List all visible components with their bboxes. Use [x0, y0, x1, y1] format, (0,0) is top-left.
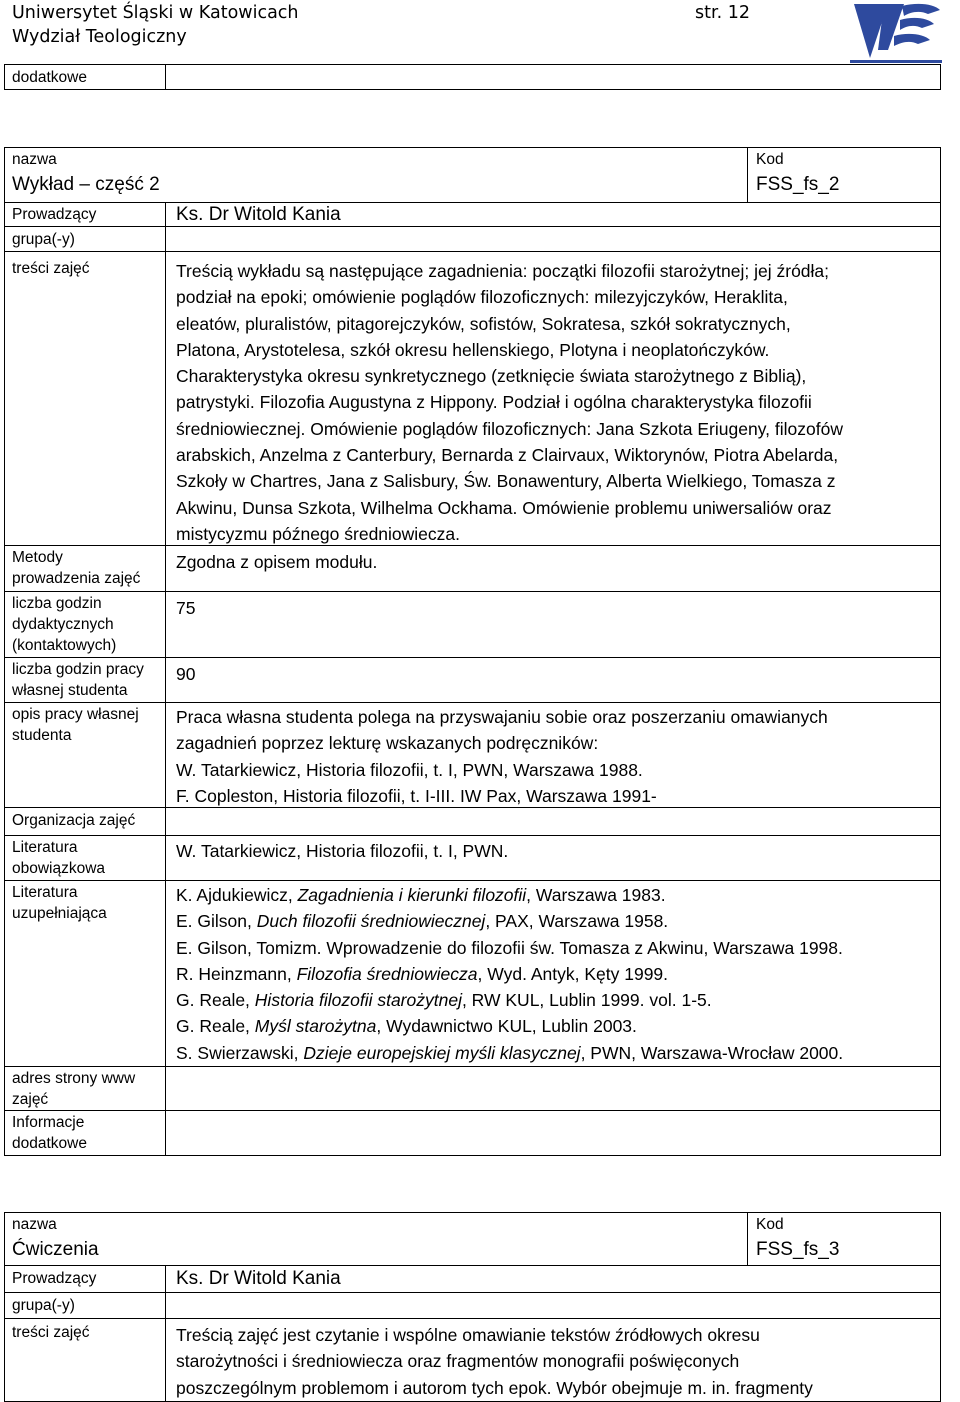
name-label: nazwa	[12, 1216, 57, 1233]
self-work-label-cell	[4, 702, 166, 808]
contact-hours-label-line3: (kontaktowych)	[12, 637, 117, 654]
contact-hours-label-line1: liczba godzin	[12, 595, 102, 612]
self-work-line: Praca własna studenta polega na przyswajaniu sobie oraz poszerzaniu omawianych	[176, 707, 828, 727]
www-label-line2: zajęć	[12, 1091, 49, 1108]
top-label: dodatkowe	[12, 69, 87, 86]
content-line: arabskich, Anzelma z Canterbury, Bernarda z Clairvaux, Wiktorynów, Piotra Abelarda,	[176, 445, 839, 466]
content-label-cell	[4, 251, 166, 546]
instructor-label: Prowadzący	[12, 1270, 97, 1287]
extra-lit-item: G. Reale, Historia filozofii starożytnej, RW KUL, Lublin 1999. vol. 1-5.	[176, 990, 712, 1011]
instructor-value-cell	[165, 1265, 941, 1293]
required-lit-value-cell	[165, 835, 941, 881]
required-lit-label-cell	[4, 835, 166, 881]
lecture-content-text	[176, 258, 843, 547]
content-line: Akwinu, Dunsa Szkota, Wilhelma Ockhama. Omówienie problemu uniwersaliów oraz	[176, 497, 832, 518]
contact-hours-value-cell	[165, 591, 941, 658]
contact-hours-label-line2: dydaktycznych	[12, 616, 114, 633]
extra-lit-label-cell	[4, 880, 166, 1067]
content-value-cell	[165, 251, 941, 546]
methods-value: Zgodna z opisem modułu.	[176, 552, 378, 572]
course-name: Wykład – część 2	[12, 174, 160, 195]
group-label: grupa(-y)	[12, 1297, 75, 1314]
methods-label-cell	[4, 545, 166, 592]
name-label: nazwa	[12, 151, 57, 168]
course-code: FSS_fs_3	[756, 1239, 840, 1260]
exercises-content-text	[176, 1322, 813, 1401]
content-line: Treścią wykładu są następujące zagadnienia: początki filozofii starożytnej; jej źródła;	[176, 261, 830, 281]
group-value-cell	[165, 226, 941, 252]
content-label: treści zajęć	[12, 260, 90, 277]
organization-label: Organizacja zajęć	[12, 812, 136, 829]
extra-lit-item: E. Gilson, Tomizm. Wprowadzenie do filozofii św. Tomasza z Akwinu, Warszawa 1998.	[176, 937, 843, 958]
content-line: średniowiecznej. Omówienie poglądów filozoficznych: Jana Szkota Eriugeny, filozofów	[176, 418, 843, 439]
info-value-cell	[165, 1110, 941, 1156]
self-work-value-cell	[165, 702, 941, 808]
content-line: Charakterystyka okresu synkretycznego (zetknięcie świata starożytnego z Biblią),	[176, 366, 807, 387]
extra-lit-value-cell	[165, 880, 941, 1067]
university-name: Uniwersytet Śląski w Katowicach	[12, 3, 299, 23]
university-logo	[848, 0, 944, 64]
instructor-label: Prowadzący	[12, 206, 97, 223]
www-value-cell	[165, 1066, 941, 1111]
instructor-value-cell	[165, 202, 941, 227]
self-hours-label-line1: liczba godzin pracy	[12, 661, 144, 678]
extra-lit-item: G. Reale, Myśl starożytna, Wydawnictwo KUL, Lublin 2003.	[176, 1016, 637, 1037]
self-work-line: W. Tatarkiewicz, Historia filozofii, t. I, PWN, Warszawa 1988.	[176, 759, 643, 780]
content-line: starożytności i średniowiecza oraz fragmentów monografii poświęconych	[176, 1351, 740, 1372]
content-label-cell	[4, 1318, 166, 1402]
self-work-text	[176, 704, 828, 809]
methods-label-line2: prowadzenia zajęć	[12, 570, 141, 587]
top-label-cell	[4, 64, 166, 90]
contact-hours-value: 75	[176, 598, 196, 618]
content-value-cell	[165, 1318, 941, 1402]
course-name: Ćwiczenia	[12, 1239, 99, 1260]
name-cell	[4, 1212, 748, 1266]
extra-lit-label-line2: uzupełniająca	[12, 905, 107, 922]
required-lit-value: W. Tatarkiewicz, Historia filozofii, t. I, PWN.	[176, 841, 509, 861]
organization-label-cell	[4, 807, 166, 836]
code-cell	[747, 1212, 941, 1266]
organization-value-cell	[165, 807, 941, 836]
self-work-line: zagadnień poprzez lekturę wskazanych podręczników:	[176, 733, 599, 754]
self-hours-label-cell	[4, 657, 166, 703]
content-line: podział na epoki; omówienie poglądów filozoficznych: milezyjczyków, Heraklita,	[176, 287, 788, 308]
code-label: Kod	[756, 151, 784, 168]
self-work-label-line2: studenta	[12, 727, 72, 744]
extra-lit-label-line1: Literatura	[12, 884, 78, 901]
instructor-name: Ks. Dr Witold Kania	[176, 1268, 341, 1289]
page-number: str. 12	[695, 3, 750, 23]
required-lit-label-line1: Literatura	[12, 839, 78, 856]
methods-label-line1: Metody	[12, 549, 63, 566]
methods-value-cell	[165, 545, 941, 592]
contact-hours-label-cell	[4, 591, 166, 658]
top-value-cell	[165, 64, 941, 90]
group-label: grupa(-y)	[12, 231, 75, 248]
extra-lit-item: S. Swierzawski, Dzieje europejskiej myśli klasycznej, PWN, Warszawa-Wrocław 2000.	[176, 1042, 844, 1063]
group-label-cell	[4, 226, 166, 252]
extra-lit-item: R. Heinzmann, Filozofia średniowiecza, Wyd. Antyk, Kęty 1999.	[176, 963, 669, 984]
instructor-label-cell	[4, 202, 166, 227]
content-line: poszczególnym problemom i autorom tych epok. Wybór obejmuje m. in. fragmenty	[176, 1377, 813, 1398]
www-label-line1: adres strony www	[12, 1070, 136, 1087]
content-line: eleatów, pluralistów, pitagorejczyków, sofistów, Sokratesa, szkół sokratycznych,	[176, 313, 791, 334]
code-label: Kod	[756, 1216, 784, 1233]
content-line: Treścią zajęć jest czytanie i wspólne omawianie tekstów źródłowych okresu	[176, 1325, 760, 1345]
code-cell	[747, 147, 941, 203]
self-hours-value: 90	[176, 664, 196, 684]
instructor-name: Ks. Dr Witold Kania	[176, 204, 341, 225]
self-work-line: F. Copleston, Historia filozofii, t. I-III. IW Pax, Warszawa 1991-	[176, 785, 657, 806]
extra-lit-item: E. Gilson, Duch filozofii średniowiecznej, PAX, Warszawa 1958.	[176, 911, 669, 932]
faculty-name: Wydział Teologiczny	[12, 27, 187, 47]
extra-lit-item: K. Ajdukiewicz, Zagadnienia i kierunki filozofii, Warszawa 1983.	[176, 885, 666, 905]
course-code: FSS_fs_2	[756, 174, 840, 195]
self-work-label-line1: opis pracy własnej	[12, 706, 139, 723]
self-hours-label-line2: własnej studenta	[12, 682, 128, 699]
content-line: mistycyzmu późnego średniowiecza.	[176, 523, 461, 544]
content-label: treści zajęć	[12, 1324, 90, 1341]
extra-lit-list	[176, 882, 843, 1066]
info-label-cell	[4, 1110, 166, 1156]
content-line: Szkoły w Chartres, Jana z Salisbury, Św. Bonawentury, Alberta Wielkiego, Tomasza z	[176, 471, 836, 492]
required-lit-label-line2: obowiązkowa	[12, 860, 106, 877]
group-value-cell	[165, 1292, 941, 1319]
instructor-label-cell	[4, 1265, 166, 1293]
self-hours-value-cell	[165, 657, 941, 703]
info-label-line2: dodatkowe	[12, 1135, 87, 1152]
info-label-line1: Informacje	[12, 1114, 85, 1131]
name-cell	[4, 147, 748, 203]
content-line: patrystyki. Filozofia Augustyna z Hippony. Podział i ogólna charakterystyka filozofii	[176, 392, 812, 413]
content-line: Platona, Arystotelesa, szkół okresu hellenskiego, Plotyna i neoplatończyków.	[176, 339, 770, 360]
group-label-cell	[4, 1292, 166, 1319]
www-label-cell	[4, 1066, 166, 1111]
